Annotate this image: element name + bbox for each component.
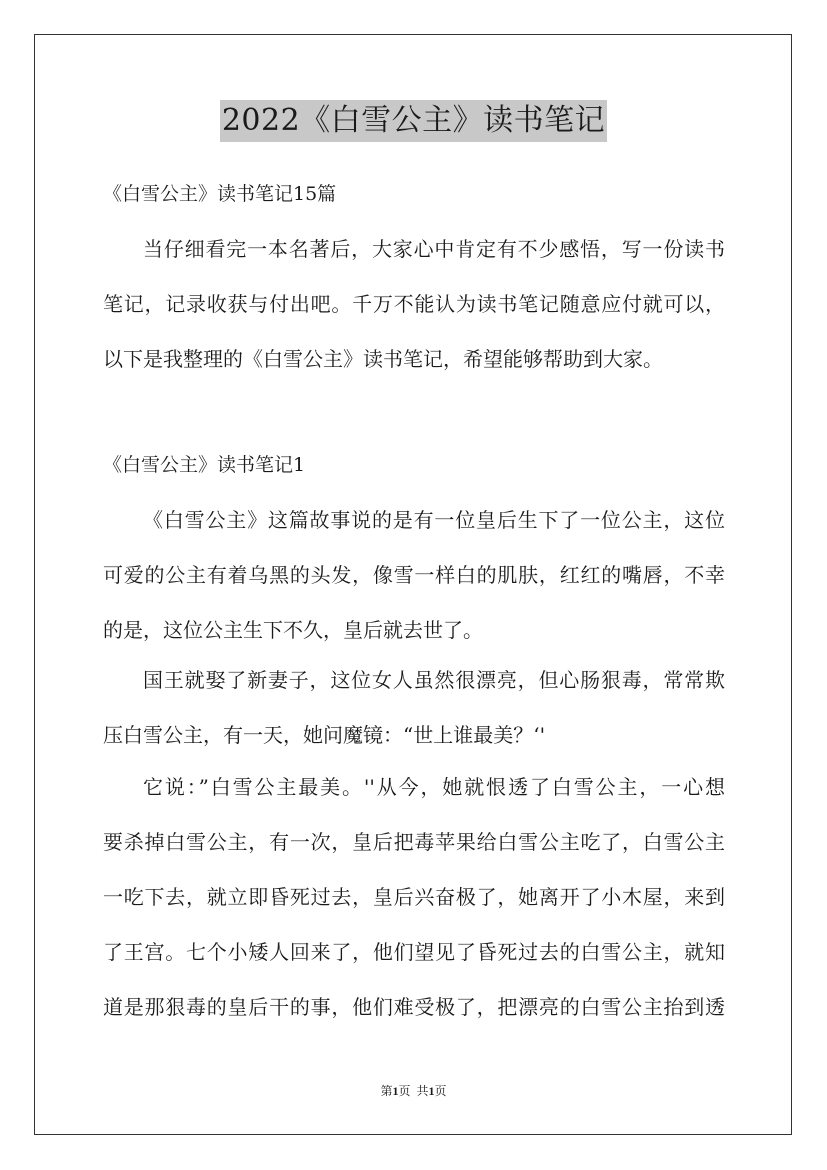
paragraph-1 [103,506,725,671]
intro-line: 以下是我整理的《白雪公主》读书笔记，希望能够帮助到大家。 [103,347,663,371]
paragraph-line: 要杀掉白雪公主，有一次，皇后把毒苹果给白雪公主吃了，白雪公主 [103,830,725,854]
paragraph-line: 的是，这位公主生下不久，皇后就去世了。 [103,618,483,642]
intro-line: 当仔细看完一本名著后，大家心中肯定有不少感悟，写一份读书 [143,237,725,261]
document-title: 2022《白雪公主》读书笔记 [220,100,607,142]
intro-paragraph [103,235,725,400]
paragraph-line: 国王就娶了新妻子，这位女人虽然很漂亮，但心肠狠毒，常常欺 [143,668,725,692]
footer-mid: 页 共 [398,1084,429,1098]
footer-suffix: 页 [434,1084,447,1098]
paragraph-line: 了王宫。七个小矮人回来了，他们望见了昏死过去的白雪公主，就知 [103,940,725,964]
intro-line: 笔记，记录收获与付出吧。千万不能认为读书笔记随意应付就可以， [103,292,725,316]
footer-prefix: 第 [380,1084,393,1098]
page-total: 1 [428,1084,435,1098]
paragraph-line: 道是那狠毒的皇后干的事，他们难受极了，把漂亮的白雪公主抬到透 [103,995,725,1019]
page-footer [0,1082,827,1100]
paragraph-3 [103,773,725,1048]
paragraph-2 [103,666,725,776]
document-subtitle: 《白雪公主》读书笔记15篇 [103,183,337,205]
title-container [0,100,827,142]
paragraph-line: 可爱的公主有着乌黑的头发，像雪一样白的肌肤，红红的嘴唇，不幸 [103,563,725,587]
paragraph-line: 《白雪公主》这篇故事说的是有一位皇后生下了一位公主，这位 [143,508,725,532]
page-number: 1 [392,1084,399,1098]
paragraph-line: 它说：”白雪公主最美。''从今，她就恨透了白雪公主，一心想 [143,775,725,799]
paragraph-line: 一吃下去，就立即昏死过去，皇后兴奋极了，她离开了小木屋，来到 [103,885,725,909]
paragraph-line: 压白雪公主，有一天，她问魔镜：“世上谁最美？‘' [103,723,546,747]
section-heading: 《白雪公主》读书笔记1 [103,454,306,476]
